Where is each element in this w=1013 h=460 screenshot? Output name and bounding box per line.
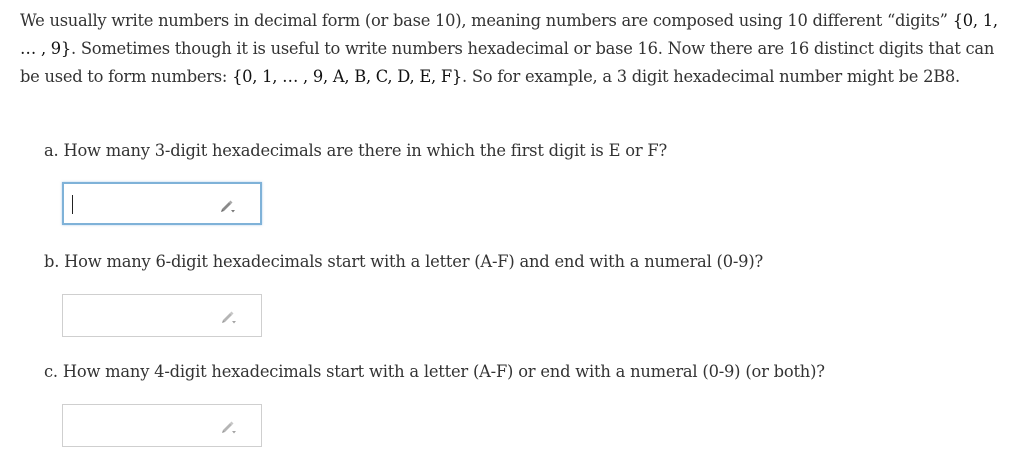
intro-text-2: . Sometimes though it is useful to write numbers hexadecimal or base 16. Now there are 16 distinct digits that can be used to form numbers: [20, 39, 995, 86]
answer-input-a[interactable] [62, 182, 262, 225]
hex-digit-set: {0, 1, … , 9, A, B, C, D, E, F} [232, 67, 462, 86]
question-c: c. How many 4-digit hexadecimals start with a letter (A-F) or end with a numeral (0-9) (or both)? [44, 362, 825, 381]
decimal-digit-set: {0, 1, … , 9} [20, 11, 998, 58]
pencil-edit-icon[interactable] [218, 197, 238, 215]
question-b: b. How many 6-digit hexadecimals start with a letter (A-F) and end with a numeral (0-9)? [44, 252, 763, 271]
problem-intro [20, 7, 1005, 91]
pencil-edit-icon[interactable] [219, 418, 239, 436]
pencil-edit-icon[interactable] [219, 308, 239, 326]
text-cursor [72, 195, 73, 214]
answer-input-c[interactable] [62, 404, 262, 447]
intro-text-3: . So for example, a 3 digit hexadecimal number might be 2B8. [462, 67, 960, 86]
intro-text-1: We usually write numbers in decimal form (or base 10), meaning numbers are composed using 10 different “digits” [20, 11, 953, 30]
answer-input-b[interactable] [62, 294, 262, 337]
question-a: a. How many 3-digit hexadecimals are there in which the first digit is E or F? [44, 141, 668, 160]
